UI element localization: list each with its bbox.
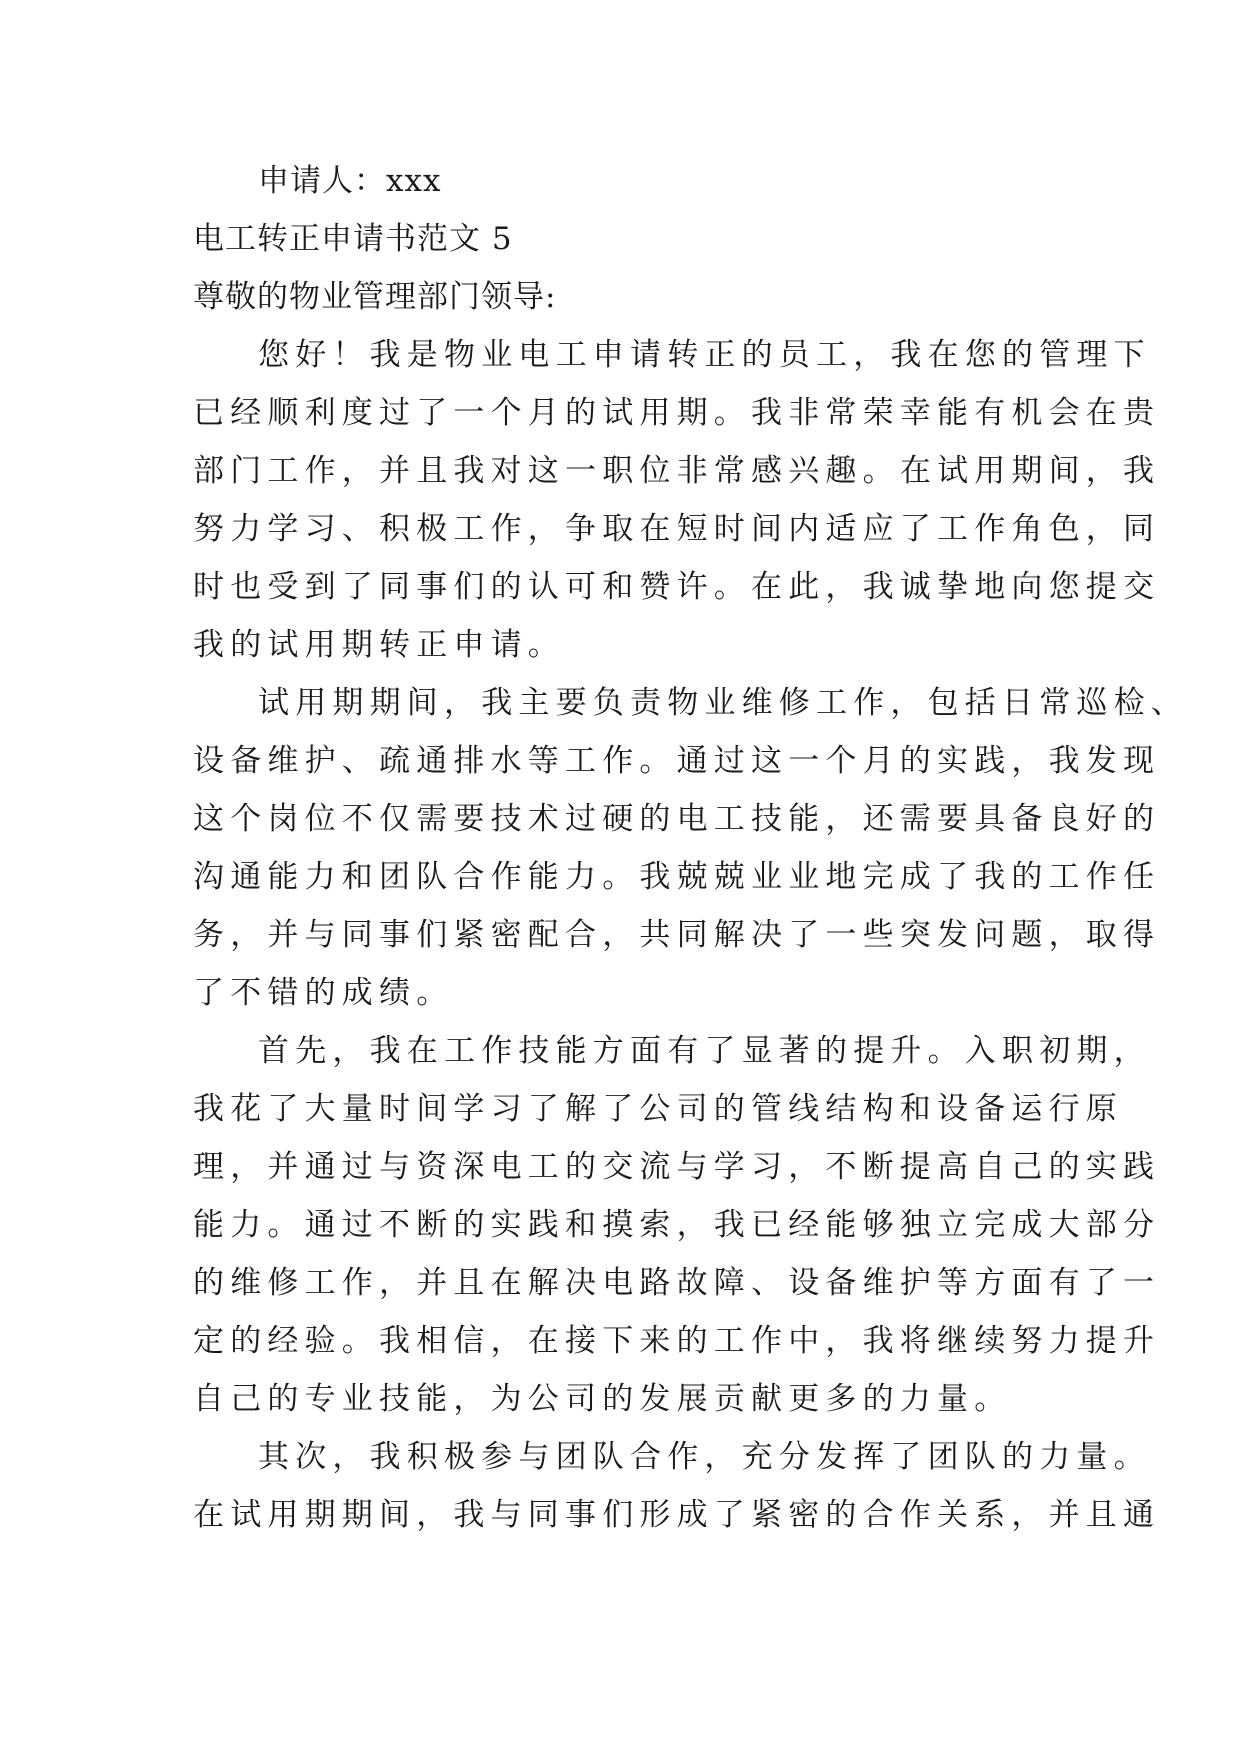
body-line: 务，并与同事们紧密配合，共同解决了一些突发问题，取得 — [193, 917, 1161, 953]
body-line: 试用期期间，我主要负责物业维修工作，包括日常巡检、 — [258, 685, 1188, 721]
body-line: 努力学习、积极工作，争取在短时间内适应了工作角色，同 — [193, 511, 1161, 547]
body-line: 设备维护、疏通排水等工作。通过这一个月的实践，我发现 — [193, 743, 1161, 779]
body-line: 首先，我在工作技能方面有了显著的提升。入职初期， — [258, 1033, 1151, 1069]
document-title: 电工转正申请书范文 5 — [193, 221, 513, 257]
body-line: 这个岗位不仅需要技术过硬的电工技能，还需要具备良好的 — [193, 801, 1161, 837]
body-line: 我的试用期转正申请。 — [193, 627, 565, 663]
body-line: 定的经验。我相信，在接下来的工作中，我将继续努力提升 — [193, 1323, 1161, 1359]
body-line: 已经顺利度过了一个月的试用期。我非常荣幸能有机会在贵 — [193, 395, 1161, 431]
body-line: 自己的专业技能，为公司的发展贡献更多的力量。 — [193, 1381, 1012, 1417]
salutation: 尊敬的物业管理部门领导: — [193, 279, 557, 315]
body-line: 了不错的成绩。 — [193, 975, 454, 1011]
body-line: 沟通能力和团队合作能力。我兢兢业业地完成了我的工作任 — [193, 859, 1161, 895]
body-line: 理，并通过与资深电工的交流与学习，不断提高自己的实践 — [193, 1149, 1161, 1185]
body-line: 的维修工作，并且在解决电路故障、设备维护等方面有了一 — [193, 1265, 1161, 1301]
body-line: 能力。通过不断的实践和摸索，我已经能够独立完成大部分 — [193, 1207, 1161, 1243]
body-line: 在试用期期间，我与同事们形成了紧密的合作关系，并且通 — [193, 1497, 1161, 1533]
body-line: 部门工作，并且我对这一职位非常感兴趣。在试用期间，我 — [193, 453, 1161, 489]
applicant-line: 申请人：xxx — [258, 163, 442, 199]
body-line: 您好！我是物业电工申请转正的员工，我在您的管理下 — [258, 337, 1151, 373]
body-line: 我花了大量时间学习了解了公司的管线结构和设备运行原 — [193, 1091, 1123, 1127]
body-line: 其次，我积极参与团队合作，充分发挥了团队的力量。 — [258, 1439, 1151, 1475]
body-line: 时也受到了同事们的认可和赞许。在此，我诚挚地向您提交 — [193, 569, 1161, 605]
